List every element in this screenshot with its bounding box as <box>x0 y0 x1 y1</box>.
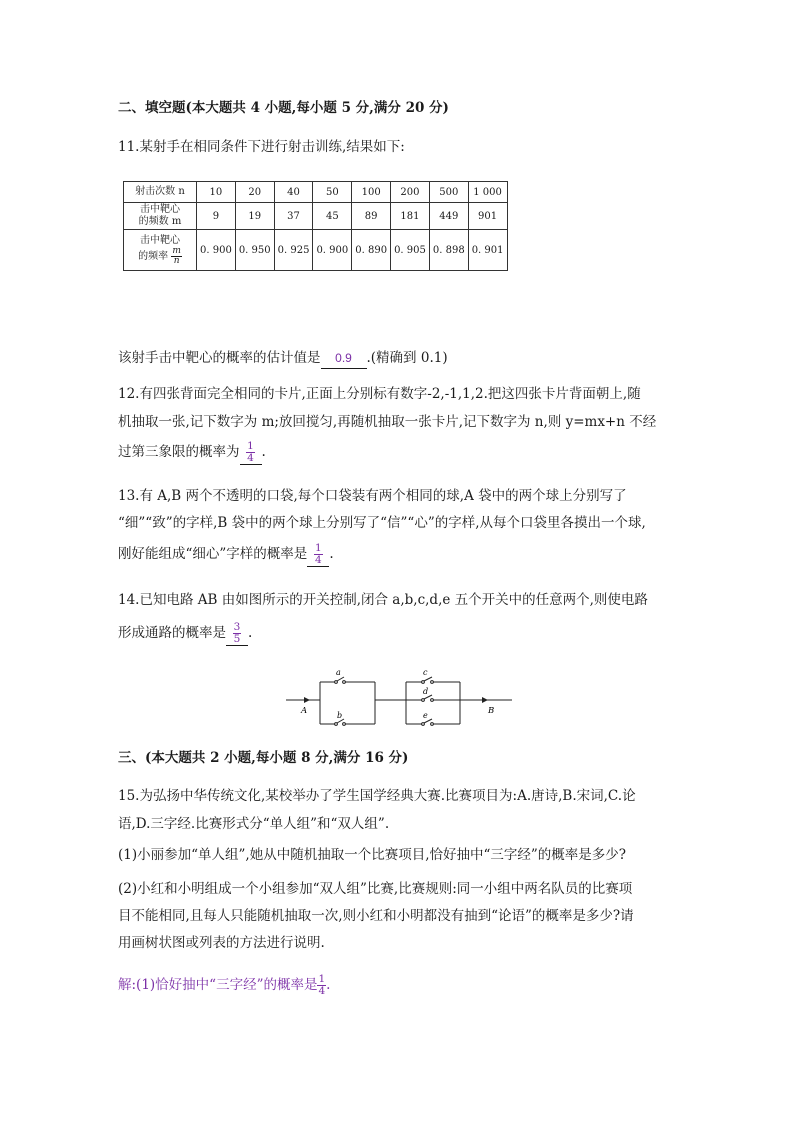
q14-answer-prefix: 形成通路的概率是 <box>118 625 226 641</box>
fraction-numerator: 1 <box>314 542 322 554</box>
table-row <box>124 182 508 203</box>
q13-answer-suffix: . <box>329 546 334 562</box>
q12-answer-fraction <box>246 441 255 464</box>
table-cell: 19 <box>235 203 274 230</box>
label-B: B <box>488 706 495 716</box>
fraction-denominator: 5 <box>233 633 241 645</box>
table-cell: 0. 950 <box>235 230 274 271</box>
switch-a <box>335 677 346 683</box>
table-cell: 9 <box>197 203 236 230</box>
q12-line-1: 12.有四张背面完全相同的卡片,正面上分别标有数字-2,-1,1,2.把这四张卡片背面朝上,随 <box>118 386 641 402</box>
fraction-numerator: m <box>172 245 181 256</box>
arrow-right-icon <box>482 697 488 703</box>
q12-answer-prefix: 过第三象限的概率为 <box>118 444 240 460</box>
q15-line-1: 15.为弘扬中华传统文化,某校举办了学生国学经典大赛.比赛项目为:A.唐诗,B.宋词,C.论 <box>118 788 636 804</box>
table-cell: 0. 925 <box>274 230 313 271</box>
q13-line-2: “细”“致”的字样,B 袋中的两个球上分别写了“信”“心”的字样,从每个口袋里各摸出一个球, <box>118 515 646 531</box>
table-cell: 200 <box>391 182 430 203</box>
table-row <box>124 230 508 271</box>
table-cell: 0. 900 <box>313 230 352 271</box>
q12-line-3 <box>118 441 266 465</box>
q12-answer-blank <box>240 441 262 465</box>
label-d: d <box>423 687 429 696</box>
q15-solution-fraction <box>317 974 326 997</box>
table-cell: 181 <box>391 203 430 230</box>
fraction-denominator: 4 <box>314 554 322 566</box>
table-cell: 0. 901 <box>468 230 507 271</box>
q15-solution-suffix: . <box>326 977 331 993</box>
q14-answer-suffix: . <box>248 625 253 641</box>
q11-answer-prefix: 该射手击中靶心的概率的估计值是 <box>118 350 321 366</box>
q14-line-1: 14.已知电路 AB 由如图所示的开关控制,闭合 a,b,c,d,e 五个开关中的任意两个,则使电路 <box>118 592 648 608</box>
q13-answer-blank <box>307 543 329 567</box>
fraction-numerator: 1 <box>318 973 326 985</box>
label-e: e <box>423 711 428 720</box>
q14-line-2 <box>118 622 252 646</box>
header-line: 击中靶心 <box>140 204 180 215</box>
arrow-right-icon <box>304 697 310 703</box>
fraction-denominator: 4 <box>318 985 326 997</box>
q12-line-2: 机抽取一张,记下数字为 m;放回搅匀,再随机抽取一张卡片,记下数字为 n,则 y=mx+n 不经 <box>118 414 657 430</box>
table-cell: 449 <box>429 203 468 230</box>
table-cell: 0. 905 <box>391 230 430 271</box>
header-line: 的频率 <box>138 250 169 262</box>
table-header-cell: 射击次数 n <box>124 182 197 203</box>
table-cell: 1 000 <box>468 182 507 203</box>
table-cell: 45 <box>313 203 352 230</box>
q11-answer-suffix: .(精确到 0.1) <box>366 350 448 366</box>
table-cell: 20 <box>235 182 274 203</box>
fraction-numerator: 3 <box>233 621 241 633</box>
table-cell: 500 <box>429 182 468 203</box>
table-cell: 37 <box>274 203 313 230</box>
header-line: 击中靶心 <box>140 234 180 246</box>
table-cell: 0. 898 <box>429 230 468 271</box>
table-cell: 0. 900 <box>197 230 236 271</box>
q15-part-2-line-3: 用画树状图或列表的方法进行说明. <box>118 935 325 951</box>
q15-part-1: (1)小丽参加“单人组”,她从中随机抽取一个比赛项目,恰好抽中“三字经”的概率是多少? <box>118 847 627 863</box>
q11-answer-line <box>118 348 448 369</box>
q13-answer-prefix: 刚好能组成“细心”字样的概率是 <box>118 546 308 562</box>
circuit-wires <box>286 682 512 724</box>
q15-solution-prefix: 解:(1)恰好抽中“三字经”的概率是 <box>118 977 318 993</box>
fraction-numerator: 1 <box>247 440 254 452</box>
label-b: b <box>337 711 343 720</box>
header-line: 的频数 m <box>138 216 182 227</box>
table-cell: 0. 890 <box>352 230 391 271</box>
table-cell: 89 <box>352 203 391 230</box>
q11-stem: 11.某射手在相同条件下进行射击训练,结果如下: <box>118 139 405 155</box>
q13-answer-fraction <box>314 543 323 566</box>
q13-line-1: 13.有 A,B 两个不透明的口袋,每个口袋装有两个相同的球,A 袋中的两个球上分别写了 <box>118 488 627 504</box>
fraction-denominator: n <box>173 255 180 266</box>
q11-answer-blank: 0.9 <box>321 348 367 369</box>
table-cell: 10 <box>197 182 236 203</box>
switch-c <box>422 677 434 683</box>
table-row <box>124 203 508 230</box>
fraction-m-over-n <box>171 247 182 266</box>
q15-part-2-line-1: (2)小红和小明组成一个小组参加“双人组”比赛,比赛规则:同一小组中两名队员的比赛项 <box>118 881 633 897</box>
label-c: c <box>423 668 428 677</box>
table-cell: 901 <box>468 203 507 230</box>
q14-answer-fraction <box>233 622 242 645</box>
section-3-title: 三、(本大题共 2 小题,每小题 8 分,满分 16 分) <box>118 750 409 766</box>
table-cell: 100 <box>352 182 391 203</box>
table-header-cell <box>124 203 197 230</box>
q14-answer-blank <box>226 622 248 646</box>
label-a: a <box>336 668 341 677</box>
q15-part-2-line-2: 目不能相同,且每人只能随机抽取一次,则小红和小明都没有抽到“论语”的概率是多少?请 <box>118 908 634 924</box>
q12-answer-suffix: . <box>261 444 266 460</box>
q11-frequency-table <box>123 181 508 271</box>
q15-solution-line <box>118 974 330 997</box>
q13-line-3 <box>118 543 334 567</box>
section-2-title: 二、填空题(本大题共 4 小题,每小题 5 分,满分 20 分) <box>118 100 449 116</box>
circuit-diagram <box>280 662 520 738</box>
table-cell: 40 <box>274 182 313 203</box>
table-cell: 50 <box>313 182 352 203</box>
label-A: A <box>301 706 308 716</box>
table-header-cell <box>124 230 197 271</box>
q15-line-2: 语,D.三字经.比赛形式分“单人组”和“双人组”. <box>118 816 390 832</box>
fraction-denominator: 4 <box>247 452 254 464</box>
